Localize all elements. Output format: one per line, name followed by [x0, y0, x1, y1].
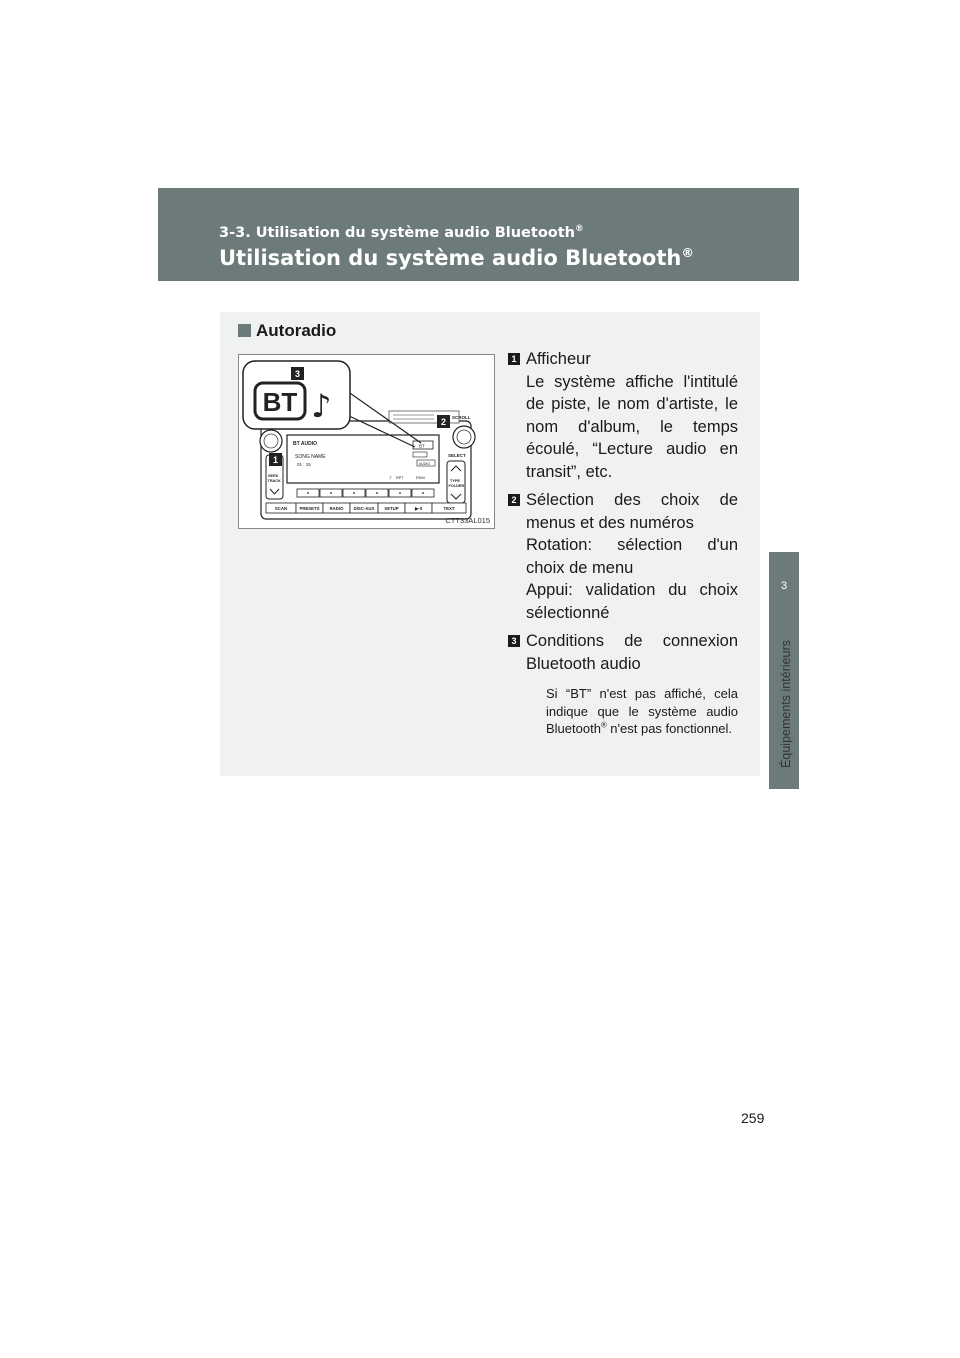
setup-button-label: SETUP: [384, 506, 399, 511]
screen-song: SONG NAME: [295, 454, 326, 460]
item-description: Appui: validation du choix sélectionné: [526, 581, 738, 622]
screen-time: 01 : 15: [297, 462, 311, 467]
section-title: 3-3. Utilisation du système audio Bluetooth®: [219, 224, 584, 241]
chapter-number: 3: [780, 580, 788, 592]
bt-zoom-label: BT: [262, 387, 298, 417]
svg-text:3: 3: [294, 369, 301, 379]
item-description: Rotation: sélection d'un choix de menu: [526, 536, 738, 577]
audio-unit-svg: [239, 355, 494, 528]
svg-text:1: 1: [272, 455, 279, 465]
track-label: TRACK: [267, 479, 281, 483]
legend-item: [508, 489, 738, 624]
text-button-label: TEXT: [443, 506, 455, 511]
folder-label: FOLDER: [448, 484, 465, 488]
audio-unit-illustration: [238, 354, 495, 529]
item-number-badge: 2: [508, 494, 520, 506]
panel-heading: Autoradio: [238, 321, 336, 341]
legend-item: [508, 630, 738, 675]
item-title: Conditions de connexion Bluetooth audio: [526, 632, 738, 673]
chapter-header: [158, 188, 799, 281]
screen-rdm-indicator: RDM: [416, 476, 425, 480]
item-title: Afficheur: [526, 350, 591, 368]
scroll-label: SCROLL: [452, 415, 471, 420]
radio-button-label: RADIO: [329, 506, 344, 511]
item-number-badge: 1: [508, 353, 520, 365]
chapter-label: Équipements intérieurs: [779, 640, 793, 768]
screen-audio-indicator: AUDIO: [419, 462, 431, 466]
page-number: 259: [741, 1110, 765, 1126]
item-title: Sélection des choix de menus et des numéros: [526, 491, 738, 532]
music-note-icon: ♪: [311, 387, 332, 425]
screen-rpt-indicator: RPT: [396, 476, 404, 480]
note-small-icon: ♪: [389, 476, 392, 481]
screen-bt-indicator: BT: [419, 443, 425, 449]
page-title: Utilisation du système audio Bluetooth®: [219, 245, 694, 270]
scan-button-label: SCAN: [274, 506, 288, 511]
square-bullet-icon: [238, 324, 251, 337]
svg-text:2: 2: [440, 417, 447, 427]
legend-items: [508, 348, 738, 738]
item-description: Le système affiche l'intitulé de piste, le nom d'artiste, le nom d'album, le temps écoulé, “Lecture audio en transit”, etc.: [526, 372, 738, 481]
content-panel: [220, 312, 760, 776]
item-note: Si “BT” n'est pas affiché, cela indique que le système audio Bluetooth® n'est pas fonctionnel.: [546, 686, 738, 736]
screen-title: BT AUDIO: [293, 441, 317, 447]
figure-caption: CTT33AL015: [445, 516, 490, 525]
seek-label: SEEK: [268, 474, 279, 478]
presets-button-label: PRESETS: [299, 506, 320, 511]
select-label: SELECT: [448, 453, 466, 458]
play-pause-button-label: ▶·II: [414, 506, 423, 511]
type-label: TYPE: [450, 479, 460, 483]
battery-icon: [413, 452, 427, 457]
item-number-badge: 3: [508, 635, 520, 647]
legend-item: [508, 348, 738, 483]
disc-aux-button-label: DISC·AUX: [353, 506, 375, 511]
